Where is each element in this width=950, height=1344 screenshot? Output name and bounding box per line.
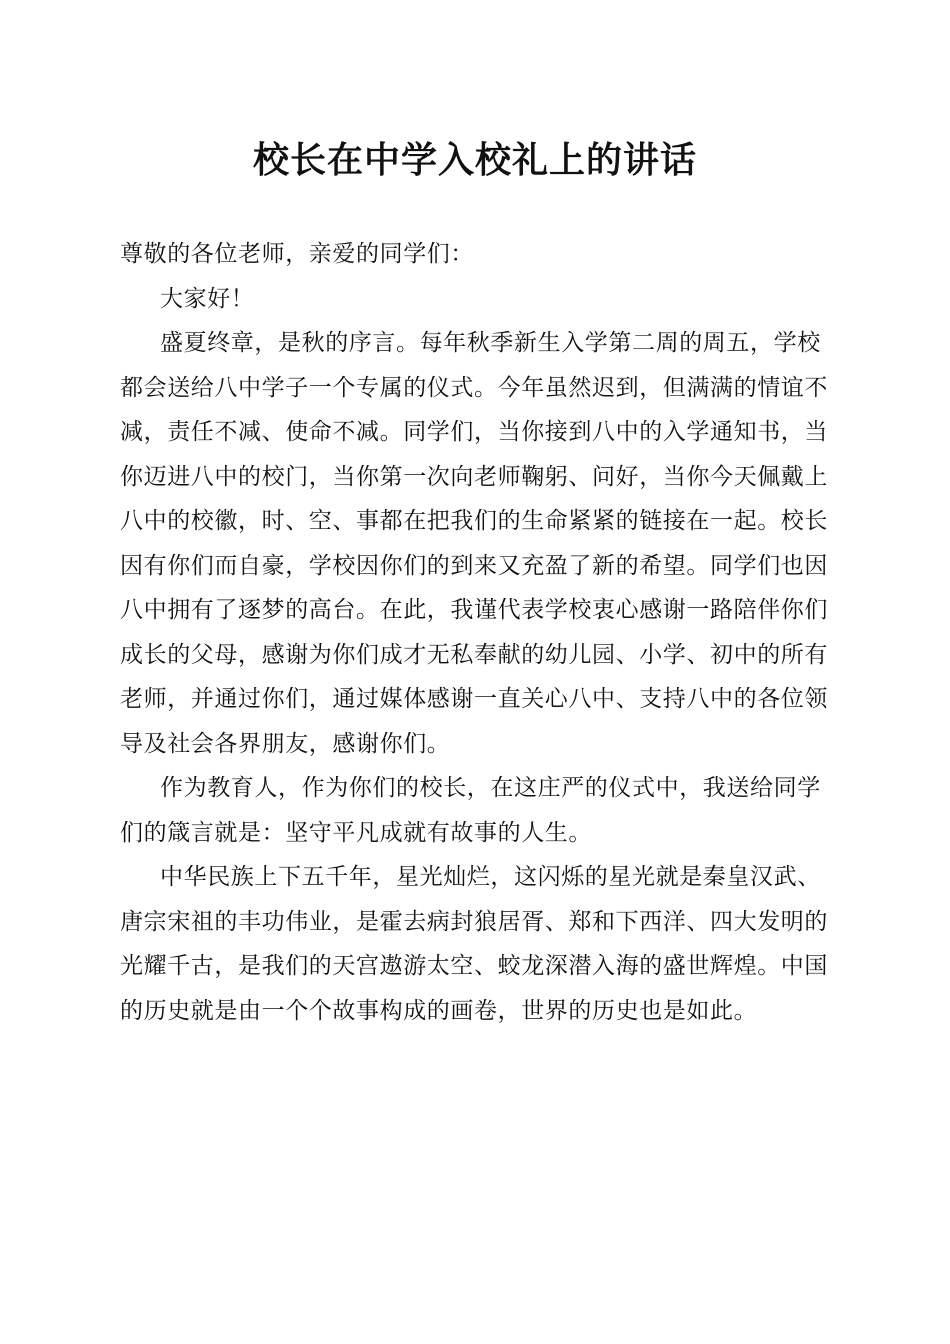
salutation: 尊敬的各位老师，亲爱的同学们： — [120, 241, 474, 267]
paragraph-3: 中华民族上下五千年，星光灿烂，这闪烁的星光就是秦皇汉武、唐宗宋祖的丰功伟业，是霍去病封狼居胥、郑和下西洋、四大发明的光耀千古，是我们的天宫遨游太空、蛟龙深潜入海的盛世辉煌。中国的历史就是由一个个故事构成的画卷，世界的历史也是如此。 — [120, 864, 828, 1024]
document-body — [120, 232, 832, 1033]
paragraph-1: 盛夏终章，是秋的序言。每年秋季新生入学第二周的周五，学校都会送给八中学子一个专属的仪式。今年虽然迟到，但满满的情谊不减，责任不减、使命不减。同学们，当你接到八中的入学通知书，当你迈进八中的校门，当你第一次向老师鞠躬、问好，当你今天佩戴上八中的校徽，时、空、事都在把我们的生命紧紧的链接在一起。校长因有你们而自豪，学校因你们的到来又充盈了新的希望。同学们也因八中拥有了逐梦的高台。在此，我谨代表学校衷心感谢一路陪伴你们成长的父母，感谢为你们成才无私奉献的幼儿园、小学、初中的所有老师，并通过你们，通过媒体感谢一直关心八中、支持八中的各位领导及社会各界朋友，感谢你们。 — [120, 330, 828, 757]
document-title: 校长在中学入校礼上的讲话 — [252, 139, 697, 181]
paragraph-2: 作为教育人，作为你们的校长，在这庄严的仪式中，我送给同学们的箴言就是：坚守平凡成就有故事的人生。 — [120, 775, 821, 846]
greeting: 大家好！ — [160, 285, 255, 312]
